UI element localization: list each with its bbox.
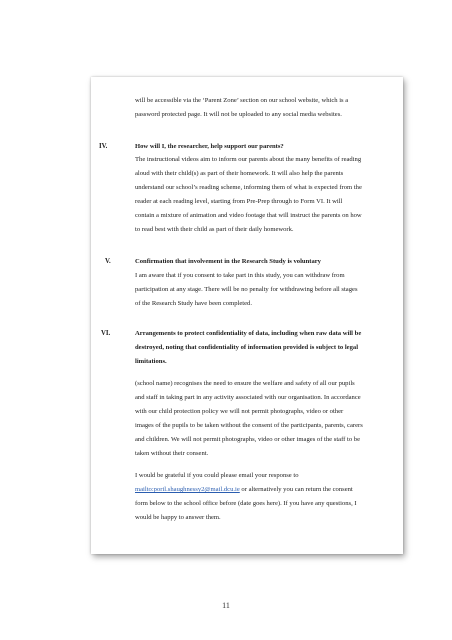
email-link[interactable]: mailto:poril.shaughnessy2@mail.dcu.ie <box>135 486 240 493</box>
closing-line-with-link <box>135 486 353 494</box>
section-heading-vi: Arrangements to protect confidentiality of data, including when raw data will be <box>135 330 362 337</box>
section-body-line: I am aware that if you consent to take part in this study, you can withdraw from <box>135 272 345 279</box>
page-number: 11 <box>222 601 230 610</box>
section-body-line: with our child protection policy we will not permit photographs, video or other <box>135 408 344 415</box>
section-body-line: and children. We will not permit photographs, video or other images of the staff to be <box>135 436 361 443</box>
section-body-line: The instructional videos aim to inform our parents about the many benefits of reading <box>135 156 362 163</box>
section-heading-vi: limitations. <box>135 358 167 365</box>
section-heading-vi: destroyed, noting that confidentiality of information provided is subject to legal <box>135 344 359 351</box>
section-numeral-v: V. <box>105 258 111 265</box>
document-page <box>91 77 403 554</box>
section-body-line: of the Research Study have been completed. <box>135 300 252 307</box>
closing-line: would be happy to answer them. <box>135 514 221 521</box>
section-body-line: understand our school’s reading scheme, informing them of what is expected from the <box>135 184 362 191</box>
section-numeral-iv: IV. <box>99 143 108 150</box>
section-heading-iv: How will I, the researcher, help support our parents? <box>135 143 284 150</box>
section-body-line: images of the pupils to be taken without the consent of the participants, parents, carers <box>135 422 363 429</box>
section-body-line: taken without their consent. <box>135 450 209 457</box>
closing-line: I would be grateful if you could please email your response to <box>135 472 299 479</box>
section-body-line: participation at any stage. There will be no penalty for withdrawing before all stages <box>135 286 358 293</box>
section-body-line: contain a mixture of animation and video footage that will instruct the parents on how <box>135 212 362 219</box>
closing-suffix: or alternatively you can return the consent <box>239 486 353 493</box>
section-numeral-vi: VI. <box>101 330 111 337</box>
section-body-line: reader at each reading level, starting from Pre-Prep through to Form VI. It will <box>135 198 343 205</box>
section-body-line: to read best with their child as part of their daily homework. <box>135 226 294 233</box>
section-heading-v: Confirmation that involvement in the Research Study is voluntary <box>135 258 321 265</box>
closing-line: form below to the school office before (date goes here). If you have any questions, I <box>135 500 357 507</box>
section-body-line: and staff in taking part in any activity associated with our organisation. In accordance <box>135 394 361 401</box>
section-body-line: (school name) recognises the need to ensure the welfare and safety of all our pupils <box>135 380 355 387</box>
intro-line: password protected page. It will not be uploaded to any social media websites. <box>135 111 342 118</box>
section-body-line: aloud with their child(s) as part of their homework. It will also help the parents <box>135 170 344 177</box>
intro-line: will be accessible via the ‘Parent Zone’ section on our school website, which is a <box>135 97 349 104</box>
